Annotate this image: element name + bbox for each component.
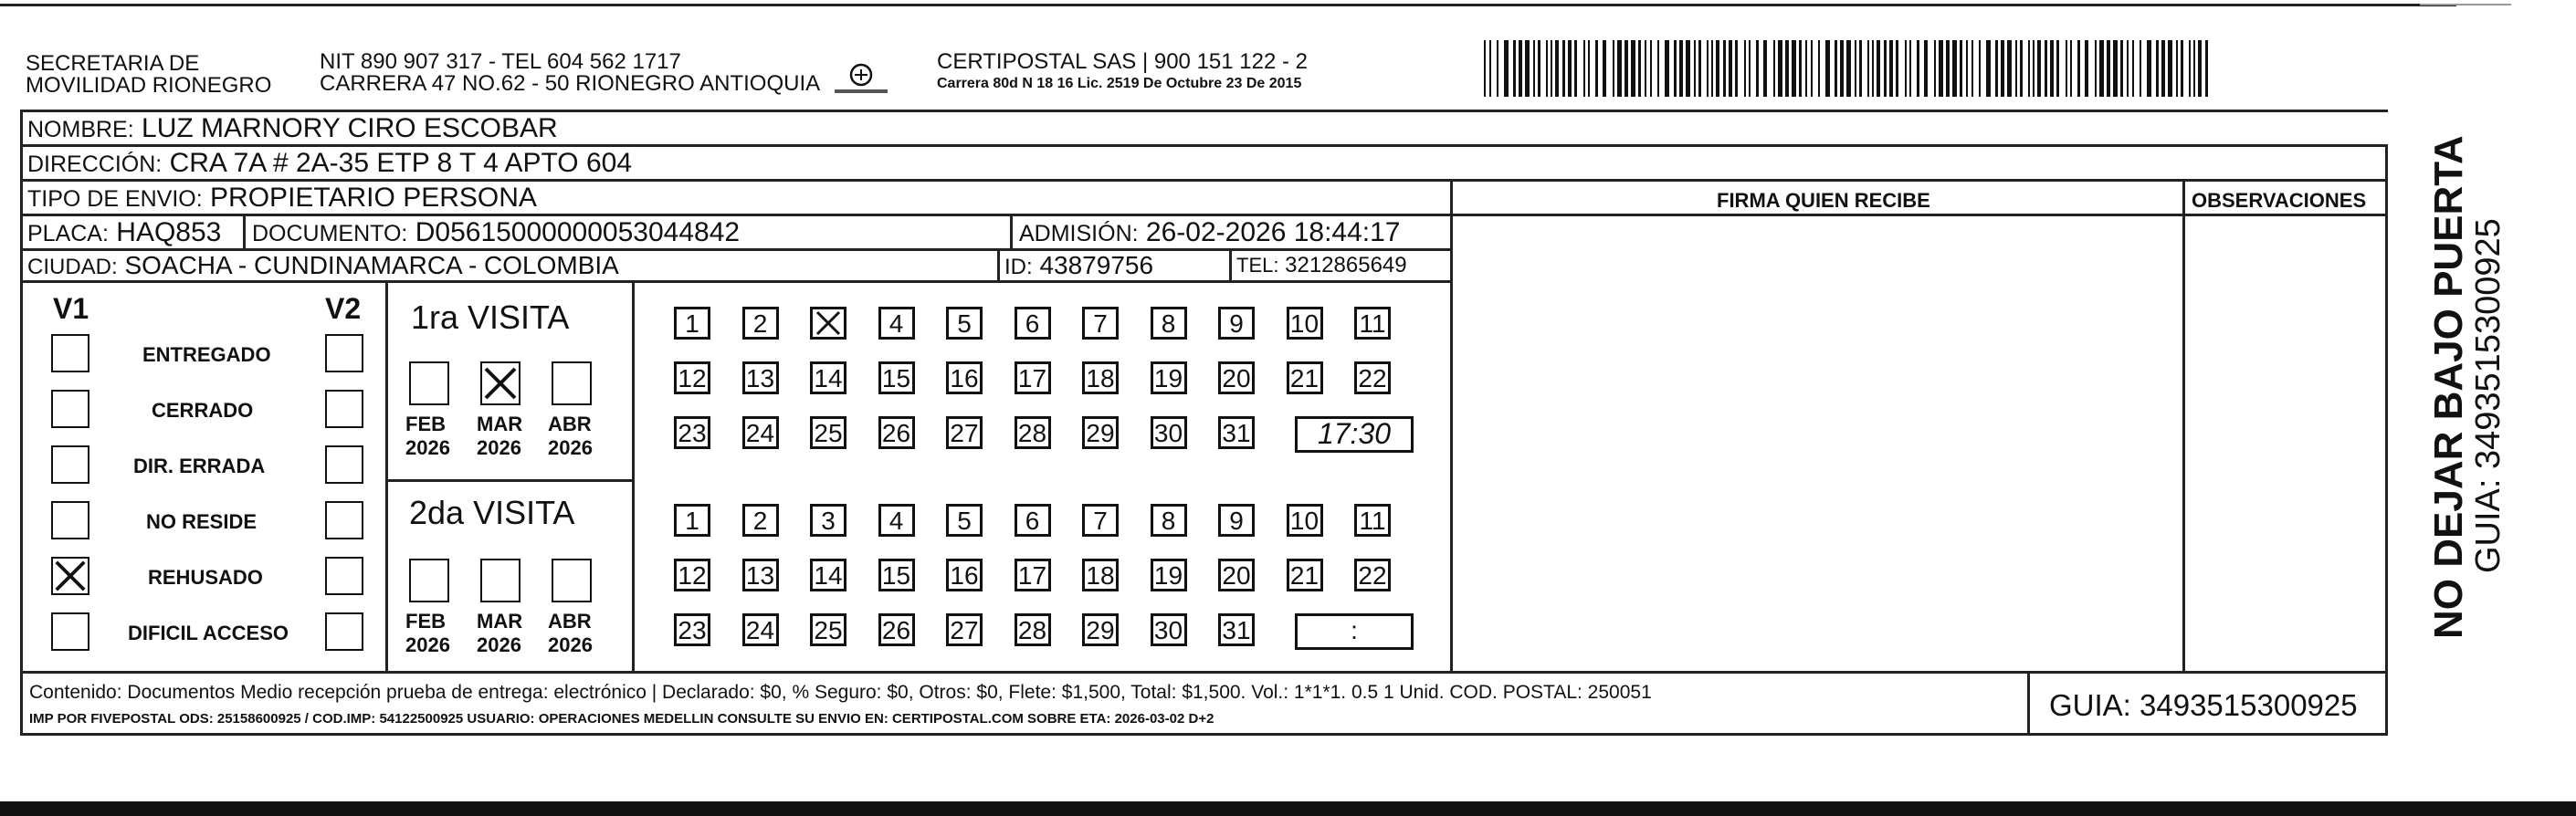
barcode-bar	[2181, 40, 2183, 97]
day-box[interactable]: 30	[1151, 416, 1187, 449]
barcode-bar	[1749, 40, 1751, 97]
barcode-bar	[1909, 40, 1911, 97]
month-label: ABR	[548, 610, 592, 633]
barcode-bar	[1946, 40, 1950, 97]
contenido-text: Contenido: Documentos Medio recepción prueba de entrega: electrónico | Declarado: $0, % Seguro: $0, Otros: $0, Flete: $1,500, Total: $1,500. Vol.: 1*1*1. 0.5 1 Unid. COD. POSTAL: 250051	[29, 682, 1652, 703]
month-checkbox[interactable]	[480, 361, 520, 405]
day-box[interactable]: 12	[674, 559, 710, 591]
placa-cell	[27, 219, 221, 246]
day-box[interactable]: 27	[946, 416, 983, 449]
entity-line2: MOVILIDAD RIONEGRO	[26, 73, 272, 98]
v2-checkbox[interactable]	[325, 612, 363, 651]
day-box[interactable]: 6	[1015, 307, 1051, 340]
barcode-bar	[2161, 40, 2165, 97]
barcode	[1484, 40, 2214, 99]
barcode-bar	[1624, 40, 1628, 97]
month-year: 2026	[548, 436, 593, 459]
month-year: 2026	[548, 633, 593, 656]
id-label: ID:	[1004, 255, 1033, 279]
barcode-bar	[1846, 40, 1851, 97]
day-box[interactable]: 13	[742, 559, 779, 591]
day-box[interactable]: 4	[878, 307, 915, 340]
month-label: MAR	[477, 413, 523, 435]
day-box[interactable]: 14	[810, 361, 846, 394]
status-label: DIFICIL ACCESO	[128, 622, 289, 644]
day-box[interactable]: 25	[810, 613, 846, 646]
day-box[interactable]: 22	[1354, 559, 1391, 591]
tipo-label: TIPO DE ENVIO:	[27, 186, 203, 212]
v1-checkbox[interactable]	[51, 390, 89, 428]
month-year: 2026	[405, 436, 450, 459]
month-label: ABR	[548, 413, 592, 435]
day-box[interactable]	[810, 307, 846, 340]
barcode-bar	[2095, 40, 2097, 97]
barcode-bar	[1934, 40, 1936, 97]
barcode-bar	[1773, 40, 1775, 97]
day-box[interactable]: 8	[1151, 504, 1187, 537]
barcode-bar	[1617, 40, 1622, 97]
observaciones-header: OBSERVACIONES	[2192, 189, 2367, 212]
day-box[interactable]: 3	[810, 504, 846, 537]
barcode-bar	[2132, 40, 2134, 97]
barcode-bar	[2113, 40, 2118, 97]
day-box[interactable]: 25	[810, 416, 846, 449]
v2-checkbox[interactable]	[325, 334, 363, 372]
day-box[interactable]: 19	[1151, 559, 1187, 591]
nombre-label: NOMBRE:	[27, 117, 134, 142]
ciudad-cell	[27, 253, 619, 278]
nombre-row	[27, 115, 558, 142]
barcode-bar	[1785, 40, 1789, 97]
barcode-bar	[1650, 40, 1652, 97]
barcode-bar	[2033, 40, 2035, 97]
barcode-bar	[1568, 40, 1572, 97]
barcode-bar	[2056, 40, 2059, 97]
barcode-bar	[1711, 40, 1713, 97]
day-box[interactable]: 5	[946, 307, 983, 340]
barcode-bar	[2001, 40, 2004, 97]
barcode-bar	[2120, 40, 2123, 97]
status-label: CERRADO	[152, 399, 254, 422]
barcode-bar	[1859, 40, 1862, 97]
barcode-bar	[1799, 40, 1802, 97]
barcode-bar	[1707, 40, 1709, 97]
month-checkbox[interactable]	[409, 559, 449, 602]
barcode-bar	[1735, 40, 1738, 97]
no-dejar-warning: NO DEJAR BAJO PUERTA	[2426, 135, 2471, 639]
day-box[interactable]: 13	[742, 361, 779, 394]
id-cell	[1004, 253, 1153, 278]
barcode-bar	[2037, 40, 2041, 97]
barcode-bar	[1657, 40, 1659, 97]
barcode-bar	[1966, 40, 1968, 97]
check-x-icon	[53, 559, 88, 593]
barcode-bar	[2107, 40, 2110, 97]
barcode-bar	[2189, 40, 2191, 97]
day-box[interactable]: 19	[1151, 361, 1187, 394]
v1-checkbox[interactable]	[51, 334, 89, 372]
table-border-top	[20, 110, 2388, 112]
barcode-bar	[2099, 40, 2104, 97]
documento-value: D05615000000053044842	[415, 217, 741, 247]
barcode-bar	[1960, 40, 1962, 97]
month-label: FEB	[405, 610, 446, 633]
barcode-bar	[1504, 40, 1509, 97]
barcode-bar	[1778, 40, 1782, 97]
barcode-bar	[1638, 40, 1641, 97]
day-box[interactable]: 26	[878, 613, 915, 646]
barcode-bar	[1551, 40, 1552, 97]
barcode-bar	[1792, 40, 1796, 97]
day-box[interactable]: 2	[742, 307, 779, 340]
barcode-bar	[1489, 40, 1491, 97]
day-box[interactable]: 23	[674, 613, 710, 646]
barcode-bar	[2015, 40, 2017, 97]
day-box[interactable]: 20	[1218, 559, 1255, 591]
barcode-bar	[2085, 40, 2088, 97]
barcode-bar	[2205, 40, 2208, 97]
barcode-bar	[1917, 40, 1919, 97]
month-checkbox[interactable]	[552, 361, 592, 405]
day-box[interactable]: 11	[1354, 307, 1391, 340]
barcode-bar	[1884, 40, 1887, 97]
day-box[interactable]: 28	[1015, 613, 1051, 646]
day-box[interactable]: 31	[1218, 613, 1255, 646]
day-box[interactable]: 30	[1151, 613, 1187, 646]
barcode-bar	[1533, 40, 1535, 97]
barcode-bar	[1896, 40, 1898, 97]
status-label: DIR. ERRADA	[133, 455, 266, 477]
check-x-icon	[813, 309, 844, 337]
table-border-left	[20, 110, 23, 736]
placa-value: HAQ853	[116, 217, 222, 247]
barcode-bar	[1562, 40, 1565, 97]
day-box[interactable]: 26	[878, 416, 915, 449]
admision-cell	[1019, 219, 1401, 246]
second-visit-title: 2da VISITA	[409, 494, 575, 531]
day-box[interactable]: 4	[878, 504, 915, 537]
tel-label: TEL:	[1236, 254, 1279, 277]
guia-box: GUIA: 3493515300925	[2049, 688, 2358, 722]
v1-checkbox[interactable]	[51, 557, 89, 595]
placa-label: PLACA:	[27, 221, 109, 246]
day-box[interactable]: 10	[1287, 504, 1323, 537]
barcode-bar	[1525, 40, 1530, 97]
barcode-bar	[1877, 40, 1880, 97]
day-box[interactable]: 7	[1082, 504, 1119, 537]
direccion-row	[27, 150, 632, 177]
day-box[interactable]: 15	[878, 559, 915, 591]
edge-mark	[2420, 4, 2511, 5]
barcode-bar	[2077, 40, 2080, 97]
day-box[interactable]: 29	[1082, 416, 1119, 449]
barcode-bar	[2168, 40, 2172, 97]
barcode-bar	[2198, 40, 2202, 97]
barcode-bar	[1716, 40, 1719, 97]
day-box[interactable]: 8	[1151, 307, 1187, 340]
barcode-bar	[1555, 40, 1559, 97]
barcode-bar	[1583, 40, 1585, 97]
barcode-bar	[1872, 40, 1874, 97]
nit-line: NIT 890 907 317 - TEL 604 562 1717	[320, 49, 681, 74]
barcode-bar	[2028, 40, 2030, 97]
direccion-value: CRA 7A # 2A-35 ETP 8 T 4 APTO 604	[169, 148, 633, 178]
barcode-bar	[1665, 40, 1669, 97]
address-line: CARRERA 47 NO.62 - 50 RIONEGRO ANTIOQUIA	[320, 71, 821, 96]
top-border	[0, 4, 2456, 6]
barcode-bar	[2045, 40, 2047, 97]
day-box[interactable]: 1	[674, 307, 710, 340]
courier-logo-icon	[829, 62, 893, 100]
day-box[interactable]: 23	[674, 416, 710, 449]
day-box[interactable]: 28	[1015, 416, 1051, 449]
ciudad-value: SOACHA - CUNDINAMARCA - COLOMBIA	[124, 251, 619, 279]
nombre-value: LUZ MARNORY CIRO ESCOBAR	[142, 113, 558, 143]
v1-label: V1	[53, 292, 89, 325]
barcode-bar	[1939, 40, 1943, 97]
barcode-bar	[1889, 40, 1893, 97]
barcode-bar	[1805, 40, 1807, 97]
v2-checkbox[interactable]	[325, 445, 363, 484]
v2-label: V2	[325, 292, 362, 325]
barcode-bar	[1818, 40, 1820, 97]
day-box[interactable]: 22	[1354, 361, 1391, 394]
table-border-bottom	[20, 733, 2388, 736]
day-box[interactable]: 17	[1015, 559, 1051, 591]
month-year: 2026	[477, 633, 521, 656]
tel-value: 3212865649	[1285, 253, 1407, 277]
barcode-bar	[1484, 40, 1486, 97]
barcode-bar	[1763, 40, 1767, 97]
barcode-bar	[1546, 40, 1548, 97]
firma-header: FIRMA QUIEN RECIBE	[1717, 189, 1930, 212]
day-box[interactable]: 1	[674, 504, 710, 537]
tel-cell	[1236, 255, 1407, 277]
documento-label: DOCUMENTO:	[252, 221, 408, 246]
barcode-bar	[1519, 40, 1522, 97]
barcode-bar	[1979, 40, 1981, 97]
tipo-value: PROPIETARIO PERSONA	[210, 183, 537, 213]
month-checkbox[interactable]	[552, 559, 592, 602]
tipo-row	[27, 184, 537, 212]
barcode-bar	[1995, 40, 1998, 97]
barcode-bar	[1674, 40, 1677, 97]
check-x-icon	[482, 363, 519, 403]
barcode-bar	[1497, 40, 1498, 97]
month-year: 2026	[405, 633, 450, 656]
day-box[interactable]: 24	[742, 613, 779, 646]
time-box[interactable]: 17:30	[1295, 416, 1414, 453]
barcode-bar	[2140, 40, 2141, 97]
barcode-bar	[2147, 40, 2151, 97]
barcode-bar	[1729, 40, 1732, 97]
day-box[interactable]: 21	[1287, 361, 1323, 394]
barcode-bar	[1686, 40, 1690, 97]
status-label: NO RESIDE	[146, 510, 258, 533]
day-box[interactable]: 9	[1218, 307, 1255, 340]
direccion-label: DIRECCIÓN:	[27, 152, 163, 177]
barcode-bar	[1924, 40, 1928, 97]
barcode-bar	[2007, 40, 2012, 97]
id-value: 43879756	[1039, 251, 1154, 279]
barcode-bar	[1825, 40, 1830, 97]
courier-line2: Carrera 80d N 18 16 Lic. 2519 De Octubre 23 De 2015	[937, 76, 1302, 91]
barcode-bar	[1835, 40, 1837, 97]
day-box[interactable]: 21	[1287, 559, 1323, 591]
bottom-bar	[0, 801, 2576, 816]
documento-cell	[252, 219, 740, 246]
barcode-bar	[2156, 40, 2159, 97]
barcode-bar	[1971, 40, 1973, 97]
day-box[interactable]: 18	[1082, 559, 1119, 591]
imp-text: IMP POR FIVEPOSTAL ODS: 25158600925 / COD.IMP: 54122500925 USUARIO: OPERACIONES MEDELLIN CONSULTE SU ENVIO EN: CERTIPOSTAL.COM SOBRE ETA: 2026-03-02 D+2	[29, 711, 1214, 727]
side-guia: GUIA: 3493515300925	[2469, 218, 2508, 573]
barcode-bar	[1867, 40, 1869, 97]
month-label: MAR	[477, 610, 523, 633]
day-box[interactable]: 31	[1218, 416, 1255, 449]
day-box[interactable]: 7	[1082, 307, 1119, 340]
day-box[interactable]: 10	[1287, 307, 1323, 340]
day-box[interactable]: 9	[1218, 504, 1255, 537]
v2-checkbox[interactable]	[325, 557, 363, 595]
barcode-bar	[2020, 40, 2023, 97]
barcode-bar	[1811, 40, 1813, 97]
barcode-bar	[1613, 40, 1614, 97]
barcode-bar	[1694, 40, 1696, 97]
barcode-bar	[2176, 40, 2178, 97]
day-box[interactable]: 20	[1218, 361, 1255, 394]
day-box[interactable]: 15	[878, 361, 915, 394]
day-box[interactable]: 24	[742, 416, 779, 449]
barcode-bar	[1588, 40, 1590, 97]
barcode-bar	[1631, 40, 1635, 97]
barcode-bar	[1679, 40, 1683, 97]
barcode-bar	[2193, 40, 2195, 97]
day-box[interactable]: 5	[946, 504, 983, 537]
courier-line1: CERTIPOSTAL SAS | 900 151 122 - 2	[937, 49, 1308, 74]
barcode-bar	[1952, 40, 1957, 97]
ciudad-label: CIUDAD:	[27, 255, 118, 279]
day-box[interactable]: 18	[1082, 361, 1119, 394]
day-box[interactable]: 11	[1354, 504, 1391, 537]
barcode-bar	[1986, 40, 1991, 97]
time-box[interactable]: :	[1295, 613, 1414, 650]
barcode-bar	[1574, 40, 1577, 97]
barcode-bar	[1744, 40, 1746, 97]
barcode-bar	[2050, 40, 2054, 97]
table-border-right	[2385, 144, 2388, 734]
barcode-bar	[1603, 40, 1606, 97]
barcode-bar	[2070, 40, 2072, 97]
barcode-bar	[2127, 40, 2129, 97]
barcode-bar	[1538, 40, 1540, 97]
day-box[interactable]: 6	[1015, 504, 1051, 537]
day-box[interactable]: 16	[946, 559, 983, 591]
barcode-bar	[1905, 40, 1907, 97]
status-label: ENTREGADO	[142, 343, 271, 366]
day-box[interactable]: 12	[674, 361, 710, 394]
v1-checkbox[interactable]	[51, 445, 89, 484]
barcode-bar	[1855, 40, 1856, 97]
barcode-bar	[1723, 40, 1726, 97]
barcode-bar	[2066, 40, 2067, 97]
month-year: 2026	[477, 436, 521, 459]
day-box[interactable]: 27	[946, 613, 983, 646]
month-label: FEB	[405, 413, 446, 435]
barcode-bar	[1698, 40, 1701, 97]
barcode-bar	[1756, 40, 1759, 97]
barcode-bar	[1513, 40, 1516, 97]
entity-line1: SECRETARIA DE	[26, 51, 200, 76]
day-box[interactable]: 29	[1082, 613, 1119, 646]
v2-checkbox[interactable]	[325, 501, 363, 539]
barcode-bar	[1645, 40, 1646, 97]
v2-checkbox[interactable]	[325, 390, 363, 428]
day-box[interactable]: 17	[1015, 361, 1051, 394]
day-box[interactable]: 14	[810, 559, 846, 591]
month-checkbox[interactable]	[409, 361, 449, 405]
v1-checkbox[interactable]	[51, 612, 89, 651]
admision-label: ADMISIÓN:	[1019, 221, 1139, 246]
status-label: REHUSADO	[148, 566, 263, 589]
barcode-bar	[1595, 40, 1598, 97]
admision-value: 26-02-2026 18:44:17	[1145, 217, 1401, 247]
month-checkbox[interactable]	[480, 559, 520, 602]
day-box[interactable]: 16	[946, 361, 983, 394]
day-box[interactable]: 2	[742, 504, 779, 537]
first-visit-title: 1ra VISITA	[411, 298, 570, 336]
barcode-bar	[1840, 40, 1844, 97]
v1-checkbox[interactable]	[51, 501, 89, 539]
